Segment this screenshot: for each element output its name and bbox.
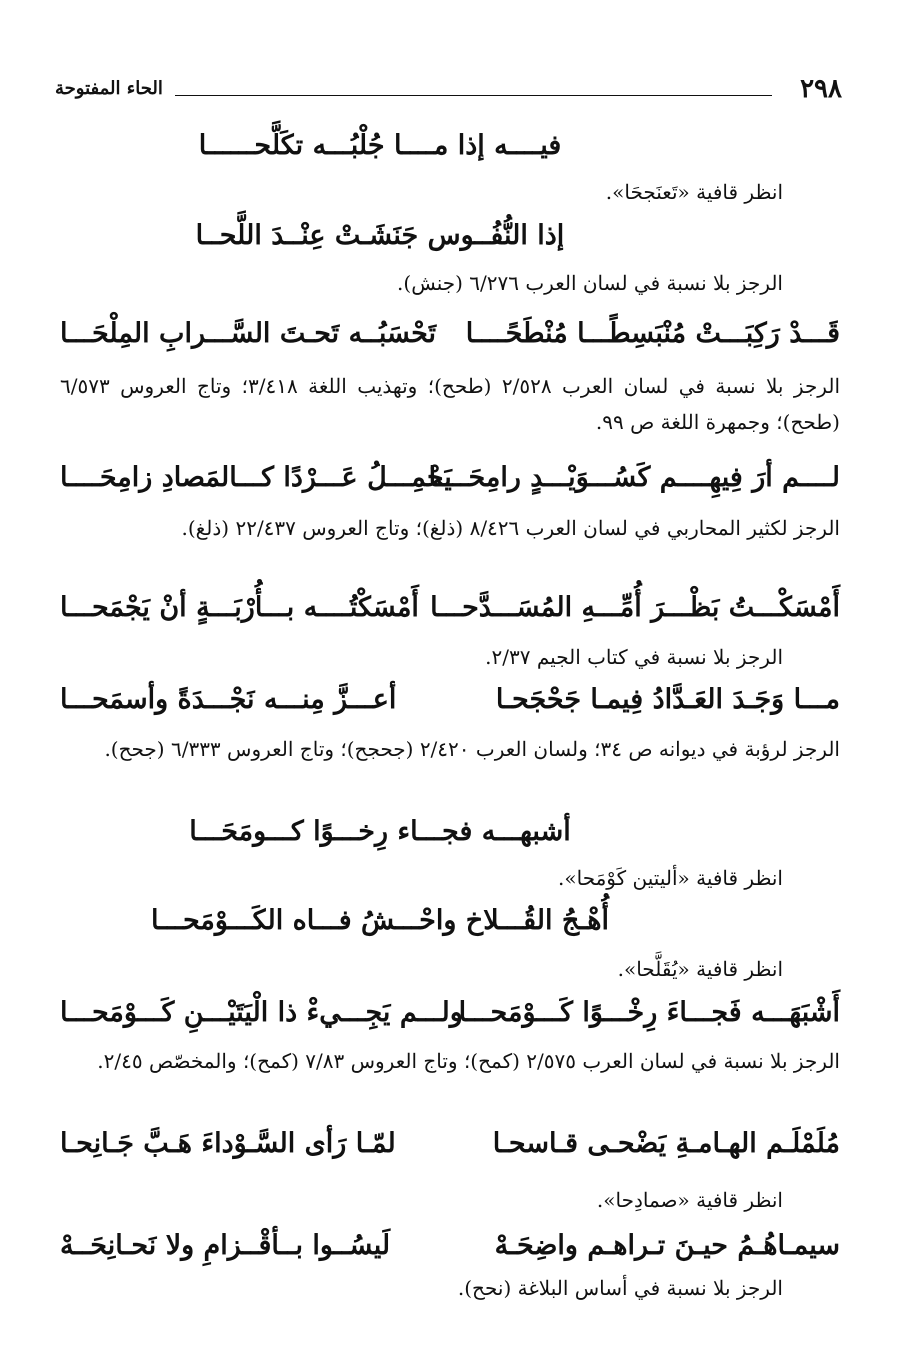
first-hemistich: سيمـاهُـمُ حيـنَ تـراهـم واضِحَـهْ <box>494 1230 840 1261</box>
first-hemistich: مُلَمْلَـم الهـامـةِ يَضْحـى قـاسحـا <box>492 1128 840 1159</box>
first-hemistich: مـــا وَجَـدَ العَـدَّادُ فِيمـا جَحْجَحـا <box>495 684 840 715</box>
running-title: الحاء المفتوحة <box>55 78 163 99</box>
verse-line: أشبهـــه فجـــاء رِخـــوًا كـــومَحَـــا <box>189 816 571 847</box>
reference-paragraph: الرجز لرؤبة في ديوانه ص ٣٤؛ ولسان العرب ٢/٤٢٠ (جحجح)؛ وتاج العروس ٦/٣٣٣ (جحح). <box>104 737 840 761</box>
reference-note: انظر قافية «أليتين كَوْمَحا». <box>558 866 783 890</box>
second-hemistich: أعـــزَّ مِنـــه نَجْـــدَةً وأسمَحـــا <box>60 684 397 715</box>
verse-line: إذا النُّفُــوس جَنَشَـتْ عِنْــدَ اللَّحــا <box>195 220 565 251</box>
verse-couplet <box>60 997 840 1037</box>
verse-line: أُهْـجُ القُـــلاخ واحْـــشُ فـــاه الكَـــوْمَحـــا <box>151 905 609 936</box>
verse-couplet <box>60 1128 840 1168</box>
page-number: ٢٩٨ <box>800 74 842 104</box>
first-hemistich: لــــم أرَ فِيهِــــم كَسُـــوَيْـــدٍ رامِحَــــا <box>428 462 840 493</box>
second-hemistich: لمّـا رَأى السَّـوْداءَ هَـبَّ جَـانِحـا <box>60 1128 396 1159</box>
first-hemistich: أَمْسَكْـــتُ بَظْـــرَ أُمِّـــهِ المُسَـــدَّحـــا <box>430 592 840 623</box>
second-hemistich: أَمْسَكْتُــــه بـــأُرْبَـــةٍ أنْ يَجْمَحـــا <box>60 592 419 623</box>
reference-paragraph: الرجز بلا نسبة في لسان العرب ٢/٥٧٥ (كمح)؛ وتاج العروس ٧/٨٣ (كمح)؛ والمخصّص ٢/٤٥. <box>97 1049 840 1073</box>
reference-note: الرجز بلا نسبة في كتاب الجيم ٢/٣٧. <box>485 645 783 669</box>
verse-couplet <box>60 318 840 358</box>
reference-paragraph: الرجز بلا نسبة في لسان العرب ٢/٥٢٨ (طحح)؛ وتهذيب اللغة ٣/٤١٨؛ وتاج العروس ٦/٥٧٣ (طحح)؛ وجمهرة اللغة ص ٩٩. <box>60 374 840 434</box>
second-hemistich: يَحْمِـــلُ عَـــرْدًا كـــالمَصادِ زامِحَــــا <box>60 462 452 493</box>
verse-couplet <box>60 684 840 724</box>
reference-note: انظر قافية «يُقَلَّحا». <box>617 957 783 981</box>
verse-line: فيــــه إذا مــــا جُلْبُـــه تكَلَّحــــــا <box>198 130 562 161</box>
first-hemistich: أَشْبَهَـــه فَجـــاءَ رِخْـــوًا كَـــوْمَحـــا <box>458 997 840 1028</box>
reference-note: الرجز بلا نسبة في أساس البلاغة (نحح). <box>457 1276 783 1300</box>
reference-note: الرجز بلا نسبة في لسان العرب ٦/٢٧٦ (جنش). <box>397 271 783 295</box>
header-rule <box>175 95 772 96</box>
verse-couplet <box>60 592 840 632</box>
page-header <box>55 74 842 108</box>
second-hemistich: تَحْسَبُــه تَحـتَ السَّـــرابِ المِلْحَـــا <box>60 318 437 349</box>
first-hemistich: قَـــدْ رَكِبَـــتْ مُنْبَسِطًـــا مُنْطَحًــــا <box>465 318 840 349</box>
reference-note: انظر قافية «صمادِحا». <box>596 1188 783 1212</box>
verse-couplet <box>60 1230 840 1270</box>
verse-couplet <box>60 462 840 502</box>
second-hemistich: ولـــم يَجِـــيءْ ذا الْيَتَيْـــنِ كَـــوْمَحـــا <box>60 997 463 1028</box>
second-hemistich: لَيسُــوا بــأقْــزامِ ولا نَحـانِحَــهْ <box>60 1230 391 1261</box>
reference-note: انظر قافية «تَعنَجحَا». <box>605 180 783 204</box>
reference-paragraph: الرجز لكثير المحاربي في لسان العرب ٨/٤٢٦ (ذلغ)؛ وتاج العروس ٢٢/٤٣٧ (ذلغ). <box>181 516 840 540</box>
